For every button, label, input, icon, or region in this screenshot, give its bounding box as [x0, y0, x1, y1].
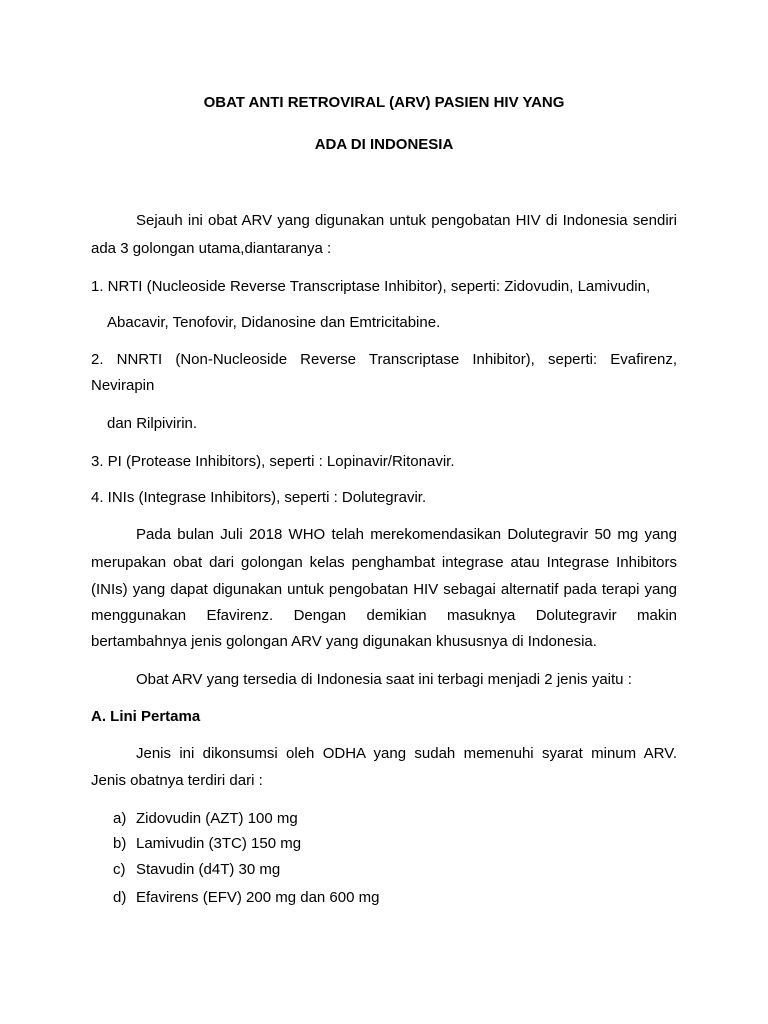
- who-paragraph-line-4: menggunakan Efavirenz. Dengan demikian masuknya Dolutegravir makin: [91, 607, 677, 624]
- drug-list-marker: c): [113, 861, 126, 878]
- odha-paragraph-line-2: Jenis obatnya terdiri dari :: [91, 772, 263, 789]
- section-heading-lini-pertama: A. Lini Pertama: [91, 708, 201, 725]
- who-paragraph-line-5: bertambahnya jenis golongan ARV yang digunakan khususnya di Indonesia.: [91, 633, 597, 650]
- drug-list-marker: d): [113, 889, 127, 906]
- who-paragraph-line-1: Pada bulan Juli 2018 WHO telah merekomendasikan Dolutegravir 50 mg yang: [136, 526, 677, 543]
- list-item-nnrti-line-3: dan Rilpivirin.: [107, 415, 198, 432]
- list-item-nrti-line-1: 1. NRTI (Nucleoside Reverse Transcriptase Inhibitor), seperti: Zidovudin, Lamivudin,: [91, 278, 651, 295]
- intro-paragraph-line-2: ada 3 golongan utama,diantaranya :: [91, 240, 332, 257]
- drug-list-item: Stavudin (d4T) 30 mg: [136, 861, 281, 878]
- document-title-line-1: OBAT ANTI RETROVIRAL (ARV) PASIEN HIV YANG: [203, 94, 565, 111]
- list-item-nnrti-line-2: Nevirapin: [91, 377, 155, 394]
- drug-list-item: Lamivudin (3TC) 150 mg: [136, 835, 302, 852]
- list-item-inis: 4. INIs (Integrase Inhibitors), seperti : Dolutegravir.: [91, 489, 427, 506]
- odha-paragraph-line-1: Jenis ini dikonsumsi oleh ODHA yang sudah memenuhi syarat minum ARV.: [136, 745, 677, 762]
- drug-list-marker: a): [113, 810, 127, 827]
- list-item-nnrti-line-1: 2. NNRTI (Non-Nucleoside Reverse Transcriptase Inhibitor), seperti: Evafirenz,: [91, 351, 677, 368]
- list-item-nrti-line-2: Abacavir, Tenofovir, Didanosine dan Emtricitabine.: [107, 314, 441, 331]
- intro-paragraph-line-1: Sejauh ini obat ARV yang digunakan untuk pengobatan HIV di Indonesia sendiri: [136, 212, 677, 229]
- drug-list-marker: b): [113, 835, 127, 852]
- who-paragraph-line-2: merupakan obat dari golongan kelas penghambat integrase atau Integrase Inhibitors: [91, 554, 677, 571]
- arv-types-paragraph: Obat ARV yang tersedia di Indonesia saat ini terbagi menjadi 2 jenis yaitu :: [136, 671, 632, 688]
- drug-list-item: Efavirens (EFV) 200 mg dan 600 mg: [136, 889, 380, 906]
- drug-list-item: Zidovudin (AZT) 100 mg: [136, 810, 298, 827]
- who-paragraph-line-3: (INIs) yang dapat digunakan untuk pengobatan HIV sebagai alternatif pada terapi yang: [91, 581, 677, 598]
- list-item-pi: 3. PI (Protease Inhibitors), seperti : Lopinavir/Ritonavir.: [91, 453, 455, 470]
- document-title-line-2: ADA DI INDONESIA: [314, 136, 454, 153]
